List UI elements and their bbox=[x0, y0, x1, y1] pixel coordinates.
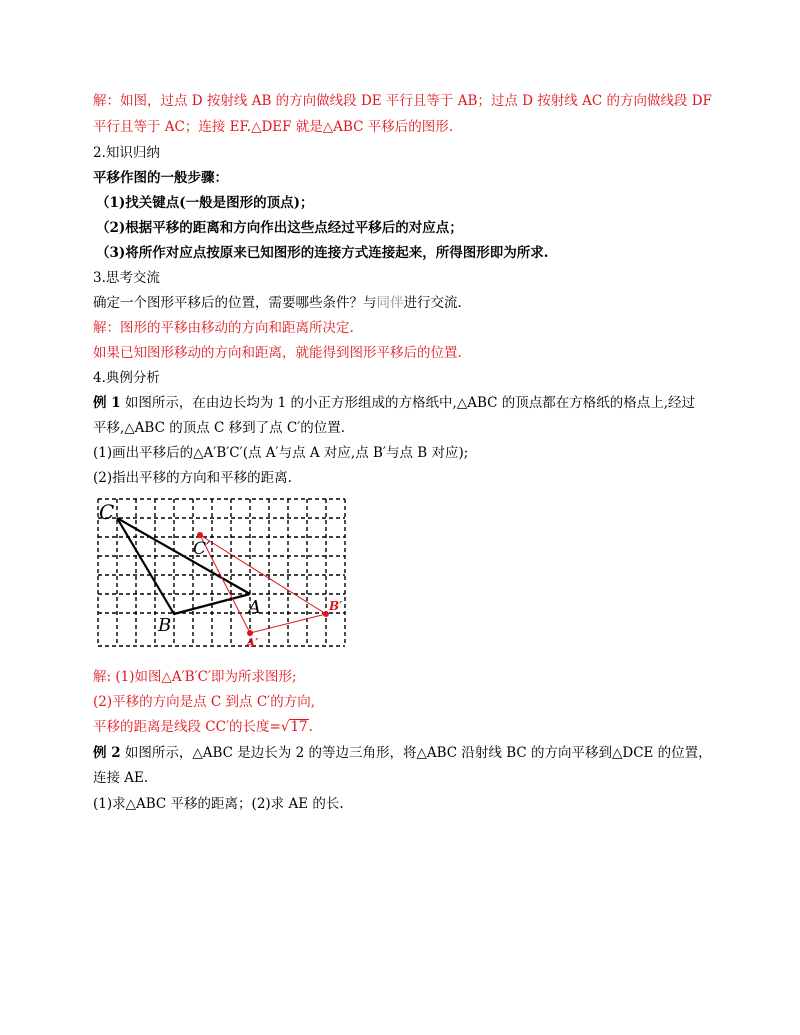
solution-text-end: . bbox=[308, 719, 313, 735]
solution-line bbox=[93, 717, 313, 737]
step-item: （2)根据平移的距离和方向作出这些点经过平移后的对应点； bbox=[96, 220, 463, 236]
example1-label: 例 1 bbox=[93, 395, 121, 411]
example1-question: (2)指出平移的方向和平移的距离. bbox=[93, 470, 292, 486]
label-a: A bbox=[248, 597, 261, 618]
section-heading: 2.知识归纳 bbox=[93, 145, 160, 161]
text-line: 平行且等于 AC；连接 EF.△DEF 就是△ABC 平移后的图形. bbox=[93, 119, 454, 135]
example1-question: (1)画出平移后的△A′B′C′(点 A′与点 A 对应,点 B′与点 B 对应); bbox=[93, 445, 469, 461]
solution-text: 平移的距离是线段 CC′的长度= bbox=[93, 719, 281, 735]
triangle-abc bbox=[117, 518, 250, 614]
grid-lines bbox=[98, 499, 345, 646]
answer-line: 如果已知图形移动的方向和距离，就能得到图形平移后的位置. bbox=[93, 345, 462, 361]
text-line: 解：如图，过点 D 按射线 AB 的方向做线段 DE 平行且等于 AB；过点 D 按射线 AC 的方向做线段 DF bbox=[93, 93, 712, 109]
section-heading: 4.典例分析 bbox=[93, 370, 160, 386]
vertex-c-prime-dot bbox=[197, 532, 203, 538]
example1-line bbox=[93, 393, 695, 413]
solution-line: 解: (1)如图△A′B′C′即为所求图形; bbox=[93, 669, 297, 685]
step-item: （3)将所作对应点按原来已知图形的连接方式连接起来，所得图形即为所求. bbox=[96, 245, 549, 261]
example2-label: 例 2 bbox=[93, 745, 121, 761]
translation-grid-figure bbox=[96, 497, 346, 649]
label-b-prime: B′ bbox=[329, 599, 343, 613]
section-heading: 3.思考交流 bbox=[93, 270, 160, 286]
label-c-prime: C′ bbox=[193, 539, 210, 559]
example2-question: (1)求△ABC 平移的距离；(2)求 AE 的长. bbox=[93, 796, 344, 812]
example2-line bbox=[93, 743, 712, 763]
label-c: C bbox=[99, 500, 115, 524]
answer-line: 解：图形的平移由移动的方向和距离所决定. bbox=[93, 320, 354, 336]
example1-line: 平移,△ABC 的顶点 C 移到了点 C′的位置. bbox=[93, 420, 346, 436]
question-text-end: 进行交流. bbox=[403, 295, 462, 311]
label-a-prime: A′ bbox=[246, 636, 259, 649]
translated-vertices bbox=[197, 532, 329, 636]
question-text: 确定一个图形平移后的位置，需要哪些条件？与 bbox=[93, 295, 377, 311]
steps-title: 平移作图的一般步骤： bbox=[93, 170, 228, 186]
sqrt-radicand: 17 bbox=[290, 719, 308, 735]
side-cb bbox=[117, 518, 174, 614]
example2-text: 如图所示，△ABC 是边长为 2 的等边三角形，将△ABC 沿射线 BC 的方向平移到△DCE 的位置， bbox=[120, 745, 712, 761]
step-item: （1)找关键点(一般是图形的顶点)； bbox=[96, 195, 314, 211]
example2-line: 连接 AE. bbox=[93, 770, 149, 786]
solution-line: (2)平移的方向是点 C 到点 C′的方向, bbox=[93, 694, 316, 710]
question-line bbox=[93, 293, 462, 313]
sqrt-symbol: √ bbox=[280, 719, 290, 735]
side-apbp bbox=[250, 614, 326, 633]
question-highlight: 同伴 bbox=[376, 295, 404, 311]
label-b: B bbox=[158, 615, 172, 636]
example1-text: 如图所示，在由边长均为 1 的小正方形组成的方格纸中,△ABC 的顶点都在方格纸的格点上,经过 bbox=[120, 395, 696, 411]
